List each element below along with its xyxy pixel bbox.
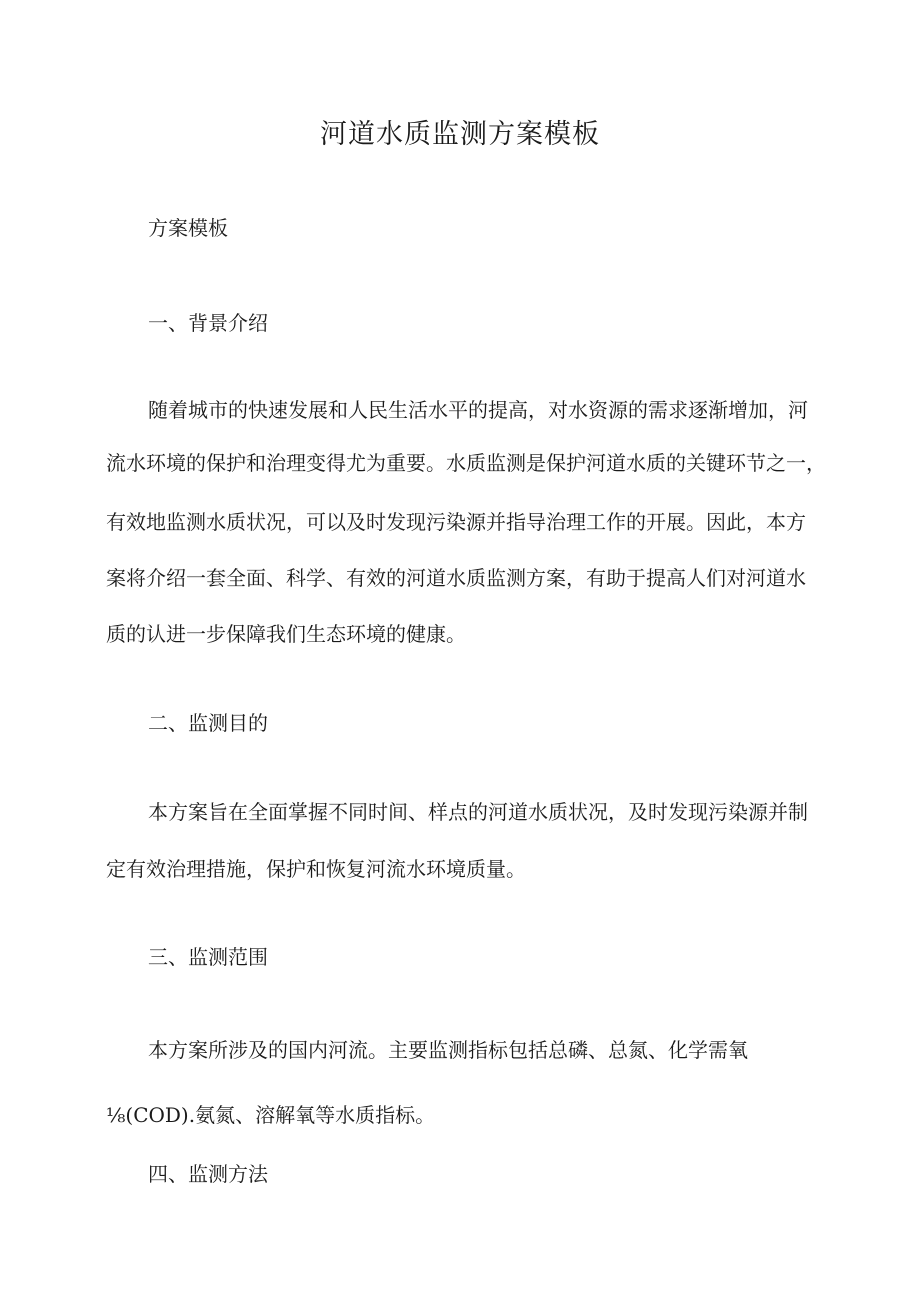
paragraph-line: 有效地监测水质状况，可以及时发现污染源并指导治理工作的开展。因此，本方 [106,510,806,534]
paragraph-line: 本方案旨在全面掌握不同时间、样点的河道水质状况，及时发现污染源并制 [148,800,808,824]
paragraph-line: 本方案所涉及的国内河流。主要监测指标包括总磷、总氮、化学需氧 [148,1038,748,1062]
paragraph-line: 案将介绍一套全面、科学、有效的河道水质监测方案，有助于提高人们对河道水 [106,566,806,590]
paragraph-line: 质的认进一步保障我们生态环境的健康。 [106,622,466,646]
paragraph-line: 定有效治理措施，保护和恢复河流水环境质量。 [106,857,526,881]
paragraph-line: 随着城市的快速发展和人民生活水平的提高，对水资源的需求逐渐增加，河 [148,398,808,422]
section-heading-method: 四、监测方法 [148,1162,268,1186]
paragraph-line: 流水环境的保护和治理变得尤为重要。水质监测是保护河道水质的关键环节之一， [106,451,826,475]
section-heading-background: 一、背景介绍 [148,311,268,335]
section-heading-purpose: 二、监测目的 [148,711,268,735]
paragraph-line: ⅛(COD).氨氮、溶解氧等水质指标。 [106,1103,436,1127]
section-heading-scope: 三、监测范围 [148,945,268,969]
document-title: 河道水质监测方案模板 [320,119,600,150]
document-subtitle: 方案模板 [148,216,228,240]
